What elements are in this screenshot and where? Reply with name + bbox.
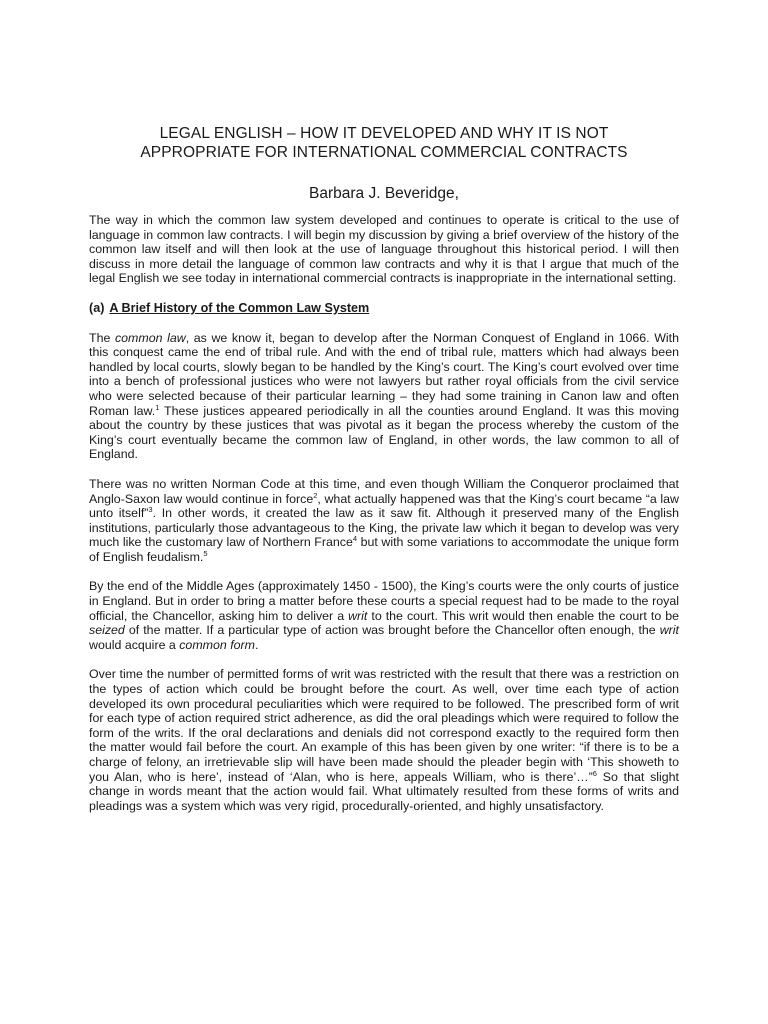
text-run: would acquire a [89, 637, 180, 652]
document-title [89, 124, 679, 162]
text-run: . [254, 637, 259, 652]
paragraph-norman-code [89, 477, 679, 565]
section-heading [89, 301, 679, 316]
author-name: Barbara J. Beveridge, [309, 185, 459, 202]
footnote-ref: 2 [313, 490, 318, 500]
text-run: There was no written Norman Code at this time, and even though William the Conqueror proclaimed that Anglo-Saxon law would continue in force [89, 476, 679, 506]
paragraph-forms-of-writ [89, 667, 679, 813]
footnote-ref: 4 [352, 534, 358, 544]
section-label: (a) [89, 300, 105, 315]
title-line-1: LEGAL ENGLISH – HOW IT DEVELOPED AND WHY IT IS NOT [159, 125, 609, 142]
paragraph-middle-ages [89, 579, 679, 652]
text-run: . In other words, it created the law as it saw fit. Although it preserved many of the English institutions, particularly those advantageous to the King, the private law which it began to develop was very much like the customary law of Northern France [89, 506, 679, 550]
italic-term: writ [659, 623, 679, 638]
intro-paragraph: The way in which the common law system developed and continues to operate is critical to the use of language in common law contracts. I will begin my discussion by giving a brief overview of the history of the common law itself and will then look at the use of language throughout this historical period. I will then discuss in more detail the language of common law contracts and why it is that I argue that much of the legal English we see today in international commercial contracts is inappropriate in the international setting. [89, 213, 679, 286]
text-run: By the end of the Middle Ages (approximately 1450 - 1500), the King’s courts were the only courts of justice in England. But in order to bring a matter before these courts a special request had to be made to the royal official, the Chancellor, asking him to deliver a [89, 579, 679, 623]
italic-term: seized [89, 623, 125, 638]
text-run: , what actually happened was that the King’s court became “a law unto itself” [89, 491, 679, 521]
footnote-ref: 6 [592, 768, 597, 778]
text-run: to the court. This writ would then enable the court to be [367, 608, 679, 623]
title-line-2: APPROPRIATE FOR INTERNATIONAL COMMERCIAL CONTRACTS [140, 144, 628, 161]
italic-term: common form [179, 637, 255, 652]
text-run: These justices appeared periodically in all the counties around England. It was this moving about the country by these justices that was pivotal as it began the process whereby the custom of the King’s court eventually became the common law of England, in other words, the law common to all of England. [89, 403, 679, 462]
italic-term: writ [348, 608, 368, 623]
footnote-ref: 3 [148, 505, 153, 515]
italic-term: common law [114, 330, 186, 345]
footnote-ref: 5 [203, 548, 208, 558]
text-run: of the matter. If a particular type of action was brought before the Chancellor often enough, the [124, 623, 660, 638]
document-page [89, 124, 679, 828]
footnote-ref: 1 [155, 402, 160, 412]
text-run: but with some variations to accommodate the unique form of English feudalism. [89, 535, 679, 564]
paragraph-common-law [89, 331, 679, 462]
text-run: , as we know it, began to develop after the Norman Conquest of England in 1066. With this conquest came the end of tribal rule. And with the end of tribal rule, matters which had always been handled by local courts, slowly began to be handled by the King’s court. The King’s court evolved over time into a bench of professional justices who were not lawyers but rather royal officials from the civil service who were selected because of their particular learning – they had some training in Canon law and often Roman law. [89, 330, 679, 418]
text-run: Over time the number of permitted forms of writ was restricted with the result that there was a restriction on the types of action which could be brought before the court. As well, over time each type of action developed its own procedural peculiarities which were required to be followed. The prescribed form of writ for each type of action required strict adherence, as did the oral pleadings which were required to follow the form of the writs. If the oral declarations and denials did not correspond exactly to the required form then the matter would fail before the court. An example of this has been given by one writer: “if there is to be a charge of felony, an irretrievable slip will have been made should the pleader begin with ‘This showeth to you Alan, who is here’, instead of ‘Alan, who is here, appeals William, who is there’…” [89, 667, 679, 784]
text-run: So that slight change in words meant that the action would fail. What ultimately resulted from these forms of writs and pleadings was a system which was very rigid, procedurally-oriented, and highly unsatisfactory. [89, 769, 680, 813]
section-title: A Brief History of the Common Law System [109, 300, 370, 315]
text-run: The [89, 330, 115, 345]
